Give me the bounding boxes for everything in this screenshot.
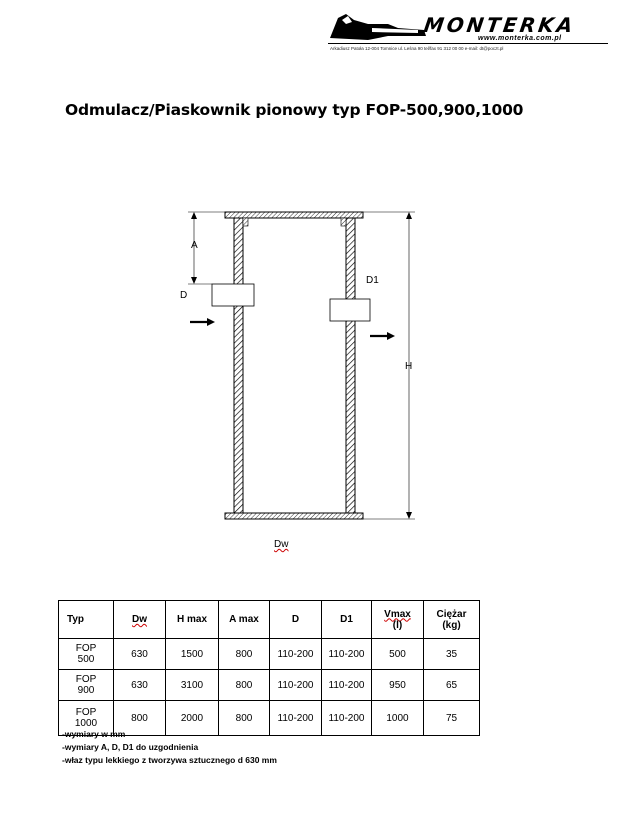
inlet-pipe — [212, 284, 254, 306]
label-d: D — [180, 290, 188, 301]
cell-amax: 800 — [219, 639, 270, 670]
table-header-row — [59, 601, 480, 639]
brand-name: MONTERKA — [422, 13, 578, 37]
cell-d: 110-200 — [270, 670, 322, 701]
header-rule — [328, 43, 608, 44]
excavator-logo-icon — [328, 10, 428, 42]
cell-typ: FOP 900 — [59, 670, 114, 701]
col-header-ciezar: Ciężar (kg) — [424, 601, 480, 639]
cell-d: 110-200 — [270, 639, 322, 670]
label-h: H — [405, 361, 413, 372]
document-title: Odmulacz/Piaskownik pionowy typ FOP-500,900,1000 — [65, 101, 524, 119]
cell-ciezar: 35 — [424, 639, 480, 670]
cell-d: 110-200 — [270, 701, 322, 736]
cell-hmax: 2000 — [166, 701, 219, 736]
table-row — [59, 639, 480, 670]
cell-dw: 630 — [114, 670, 166, 701]
cell-hmax: 1500 — [166, 639, 219, 670]
note-item: -wymiary A, D, D1 do uzgodnienia — [62, 742, 199, 752]
col-header-dw: Dw — [114, 601, 166, 639]
cell-ciezar: 75 — [424, 701, 480, 736]
cell-vmax: 500 — [372, 639, 424, 670]
cell-amax: 800 — [219, 670, 270, 701]
cell-typ: FOP 500 — [59, 639, 114, 670]
right-wall — [346, 218, 355, 513]
label-dw: Dw — [274, 539, 289, 550]
col-header-d: D — [270, 601, 322, 639]
cell-hmax: 3100 — [166, 670, 219, 701]
notes-list — [62, 728, 277, 767]
specification-table — [58, 600, 480, 736]
col-header-d1: D1 — [322, 601, 372, 639]
company-logo — [328, 10, 608, 50]
website-url[interactable]: www.monterka.com.pl — [478, 35, 562, 42]
outlet-pipe — [330, 299, 370, 321]
cell-vmax: 1000 — [372, 701, 424, 736]
left-wall — [234, 218, 243, 513]
cell-dw: 800 — [114, 701, 166, 736]
cell-d1: 110-200 — [322, 670, 372, 701]
note-item: -właz typu lekkiego z tworzywa sztucznego d 630 mm — [62, 755, 277, 765]
label-d1: D1 — [366, 275, 379, 286]
inlet-arrow-icon — [190, 318, 215, 326]
table-row — [59, 670, 480, 701]
cell-d1: 110-200 — [322, 701, 372, 736]
company-address: Arkadiusz Patoła 12-004 Tomnice ul. Leśna 90 tel/fax 91 312 00 00 e-mail: dt@poczt.pl — [330, 46, 504, 51]
label-a: A — [191, 240, 198, 251]
top-cover — [225, 212, 363, 218]
outlet-arrow-icon — [370, 332, 395, 340]
cell-amax: 800 — [219, 701, 270, 736]
cell-typ: FOP 1000 — [59, 701, 114, 736]
bottom-plate — [225, 513, 363, 519]
cell-d1: 110-200 — [322, 639, 372, 670]
col-header-hmax: H max — [166, 601, 219, 639]
col-header-amax: A max — [219, 601, 270, 639]
col-header-vmax: Vmax (l) — [372, 601, 424, 639]
cell-dw: 630 — [114, 639, 166, 670]
col-header-typ: Typ — [59, 601, 114, 639]
note-item: -wymiary w mm — [62, 729, 126, 739]
cell-ciezar: 65 — [424, 670, 480, 701]
cell-vmax: 950 — [372, 670, 424, 701]
